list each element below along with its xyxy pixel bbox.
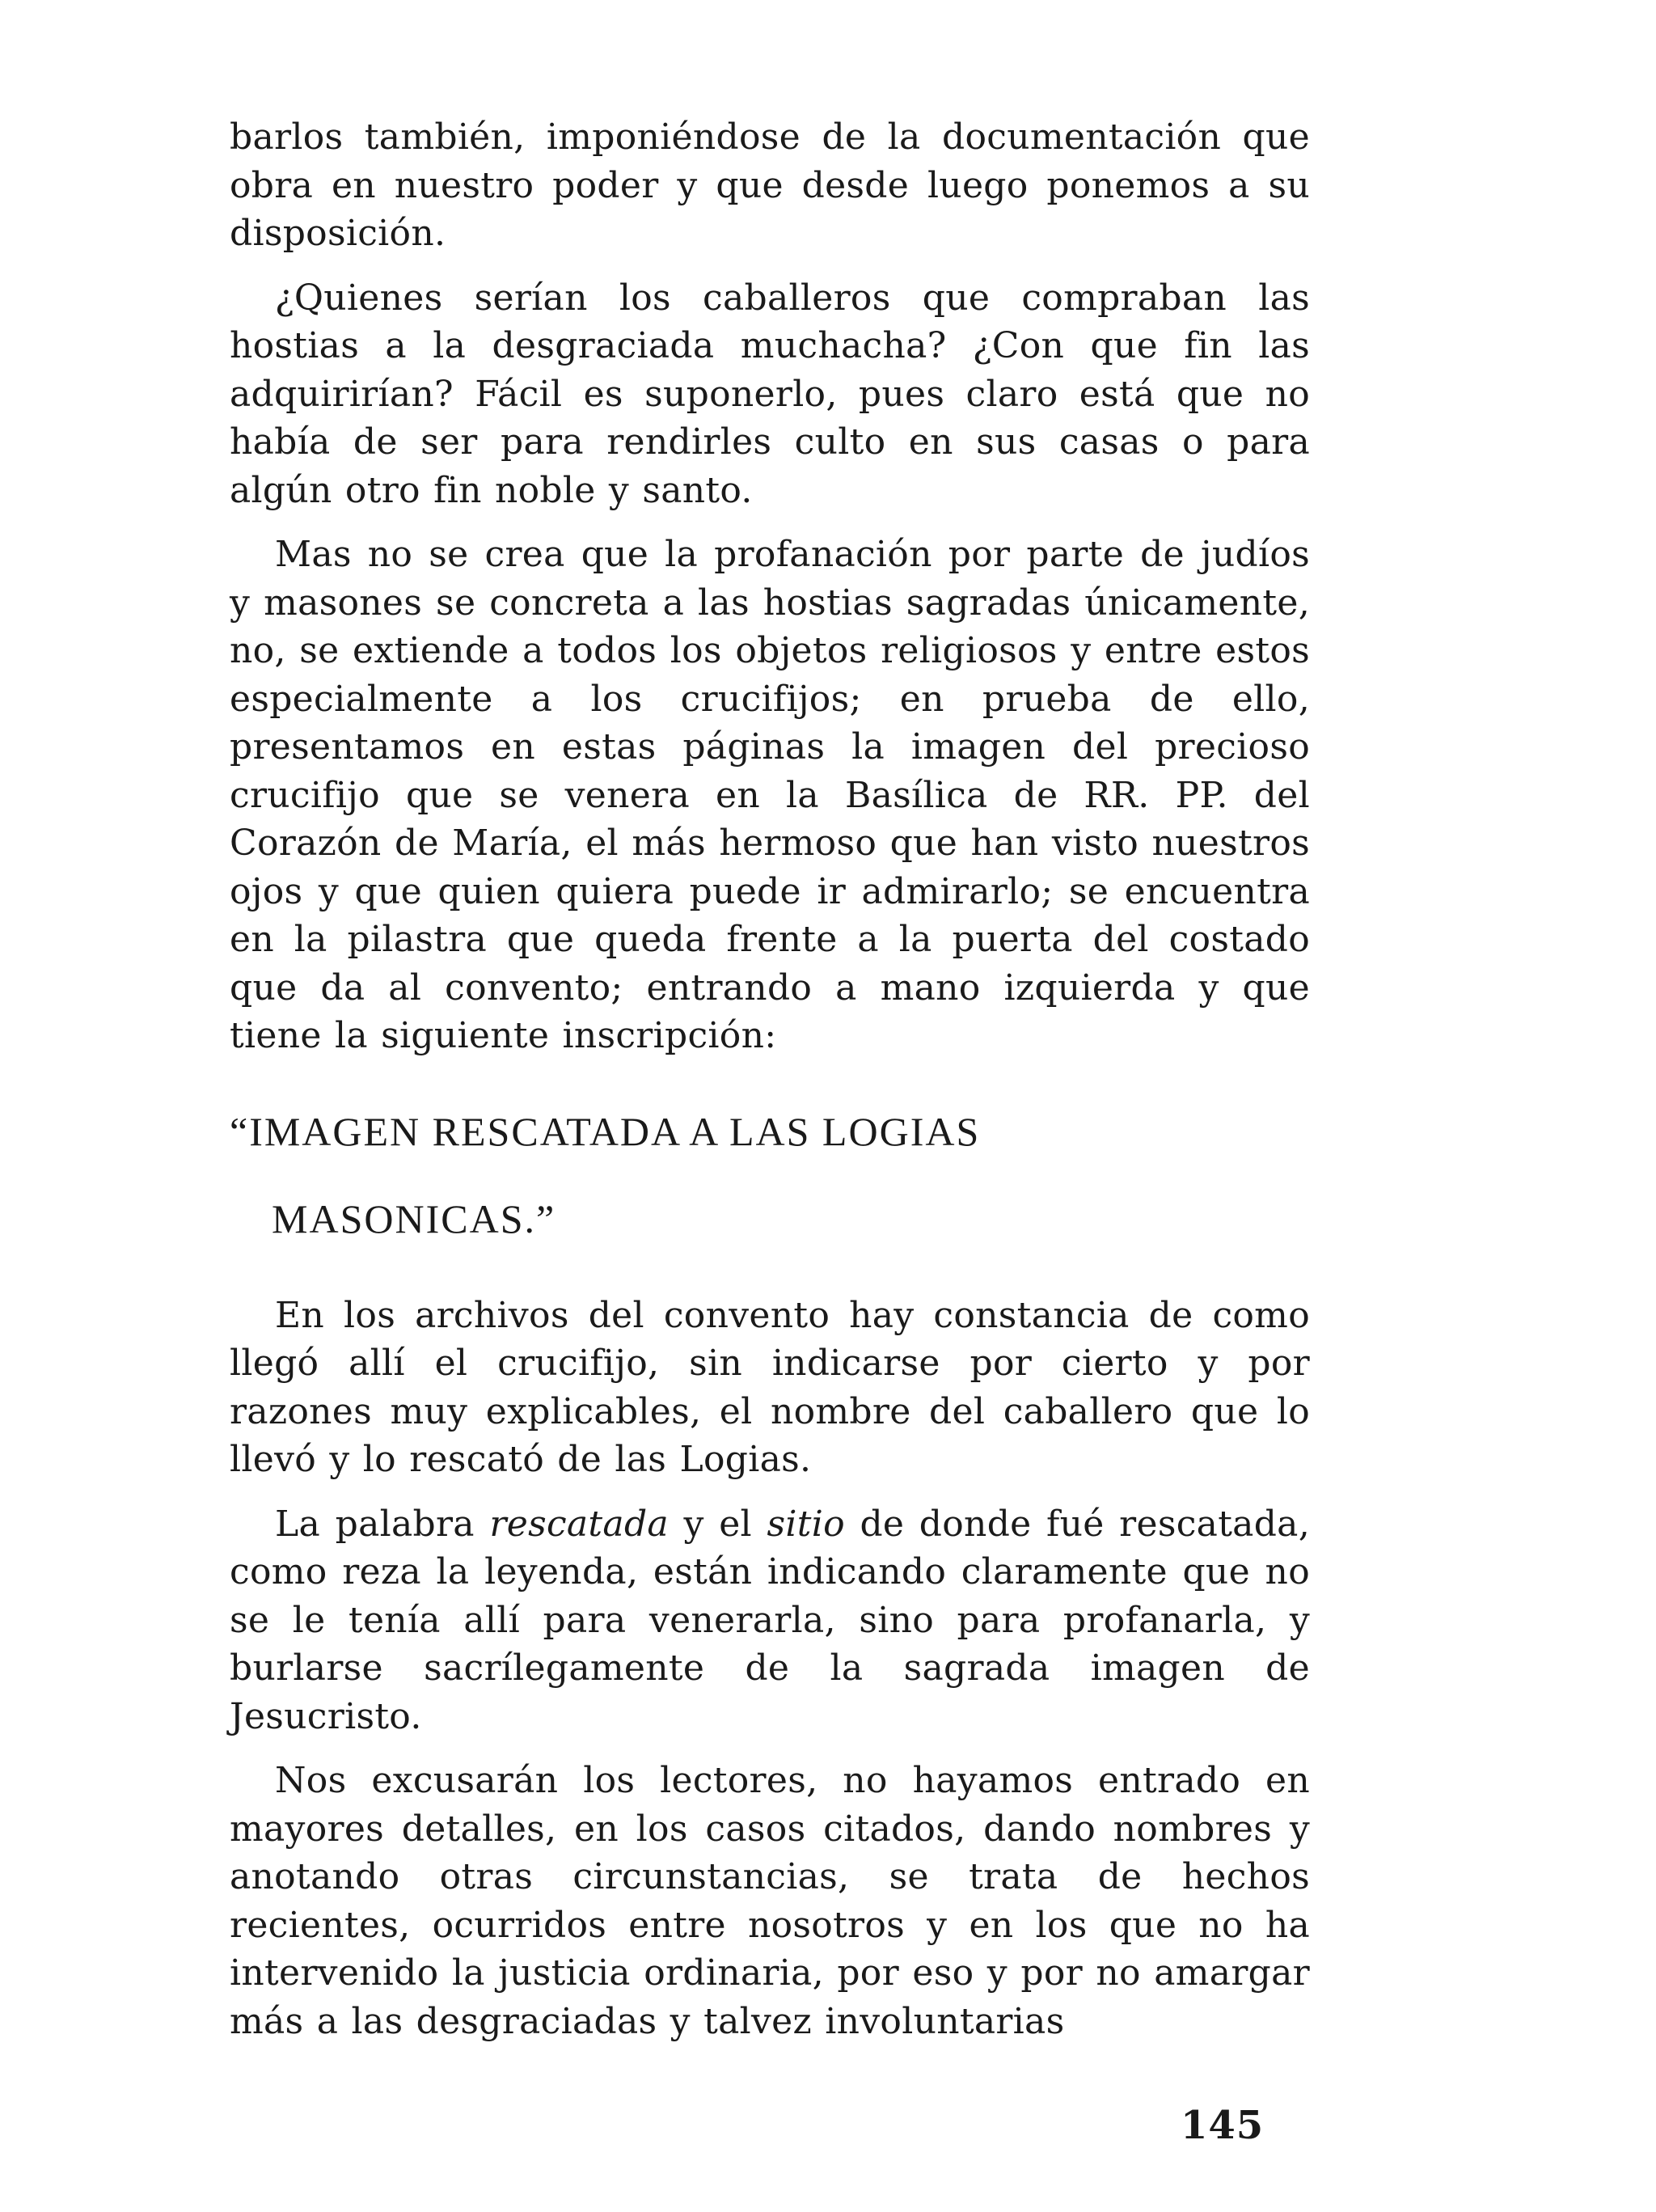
inscription-line-1: “IMAGEN RESCATADA A LAS LOGIAS [230, 1108, 981, 1154]
page-number: 145 [1181, 2103, 1265, 2148]
inscription-line-2: MASONICAS.” [272, 1195, 556, 1241]
paragraph-1: barlos también, imponiéndose de la documentación que obra en nuestro poder y que desde luego ponemos a su disposición. [230, 116, 1310, 254]
paragraph-4: En los archivos del convento hay constancia de como llegó allí el crucifijo, sin indicarse por cierto y por razones muy explicables, el nombre del caballero que lo llevó y lo rescató de las Logias. [230, 1294, 1310, 1480]
emphasis-sitio: sitio [767, 1503, 845, 1545]
paragraph-3: Mas no se crea que la profanación por parte de judíos y masones se concreta a las hostias sagradas únicamente, no, se extiende a todos los objetos religiosos y entre estos especialmente a los crucifijos; en prueba de ello, presentamos en estas páginas la imagen del precioso crucifijo que se venera en la Basílica de RR. PP. del Corazón de María, el más hermoso que han visto nuestros ojos y que quien quiera puede ir admirarlo; se encuentra en la pilastra que queda frente a la puerta del costado que da al convento; entrando a mano izquierda y que tiene la siguiente inscripción: [230, 534, 1310, 1056]
paragraph-6: Nos excusarán los lectores, no hayamos entrado en mayores detalles, en los casos citados, dando nombres y anotando otras circunstancias, se trata de hechos recientes, ocurridos entre nosotros y en los que no ha intervenido la justicia ordinaria, por eso y por no amargar más a las desgraciadas y talvez involuntarias [230, 1760, 1310, 2042]
paragraph-5-text-c: de donde fué rescatada, como reza la leyenda, están indicando claramente que no se le tenía allí para venerarla, sino para profanarla, y burlarse sacrílegamente de la sagrada imagen de Jesucristo. [230, 1503, 1310, 1737]
emphasis-rescatada: rescatada [489, 1503, 669, 1545]
paragraph-2: ¿Quienes serían los caballeros que compraban las hostias a la desgraciada muchacha? ¿Con que fin las adquirirían? Fácil es suponerlo, pues claro está que no había de ser para rendirles culto en sus casas o para algún otro fin noble y santo. [230, 277, 1310, 511]
paragraph-5-text-a: La palabra [275, 1503, 490, 1545]
paragraph-5-text-b: y el [668, 1503, 767, 1545]
paragraph-5 [230, 1500, 1310, 1741]
book-page [230, 113, 1310, 2184]
